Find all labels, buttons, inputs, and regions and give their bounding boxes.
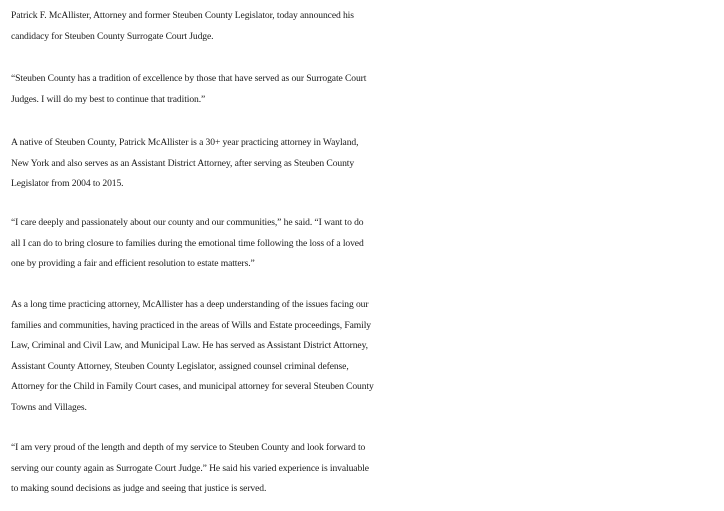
text-line: “I am very proud of the length and depth of my service to Steuben County and look forward to — [11, 442, 366, 453]
text-line: all I can do to bring closure to families during the emotional time following the loss of a loved — [11, 237, 364, 249]
paragraph-closing — [11, 438, 723, 500]
paragraph-background — [11, 133, 723, 195]
paragraph-announcement — [11, 6, 723, 47]
text-line: A native of Steuben County, Patrick McAllister is a 30+ year practicing attorney in Wayland, — [11, 137, 359, 148]
paragraph-experience — [11, 295, 723, 418]
text-line: one by providing a fair and efficient resolution to estate matters.” — [11, 258, 255, 269]
text-line: Legislator from 2004 to 2015. — [11, 178, 124, 189]
paragraph-quote-families — [11, 213, 723, 275]
text-line: Attorney for the Child in Family Court cases, and municipal attorney for several Steuben County — [11, 381, 374, 392]
text-line: Judges. I will do my best to continue that tradition.” — [11, 93, 206, 105]
text-line: families and communities, having practiced in the areas of Wills and Estate proceedings, Family — [11, 319, 371, 331]
text-line: New York and also serves as an Assistant District Attorney, after serving as Steuben County — [11, 157, 355, 169]
paragraph-quote-tradition — [11, 69, 723, 110]
text-line: As a long time practicing attorney, McAllister has a deep understanding of the issues facing our — [11, 299, 369, 310]
text-line: Patrick F. McAllister, Attorney and former Steuben County Legislator, today announced his — [11, 10, 354, 21]
text-line: “I care deeply and passionately about our county and our communities,” he said. “I want to do — [11, 217, 364, 228]
text-line: candidacy for Steuben County Surrogate Court Judge. — [11, 30, 214, 42]
text-line: Law, Criminal and Civil Law, and Municipal Law. He has served as Assistant District Attorney, — [11, 340, 368, 351]
text-line: “Steuben County has a tradition of excellence by those that have served as our Surrogate Court — [11, 73, 367, 84]
text-line: to making sound decisions as judge and seeing that justice is served. — [11, 483, 267, 494]
text-line: serving our county again as Surrogate Court Judge.” He said his varied experience is invaluable — [11, 462, 369, 474]
text-line: Towns and Villages. — [11, 401, 87, 413]
text-line: Assistant County Attorney, Steuben County Legislator, assigned counsel criminal defense, — [11, 360, 349, 372]
